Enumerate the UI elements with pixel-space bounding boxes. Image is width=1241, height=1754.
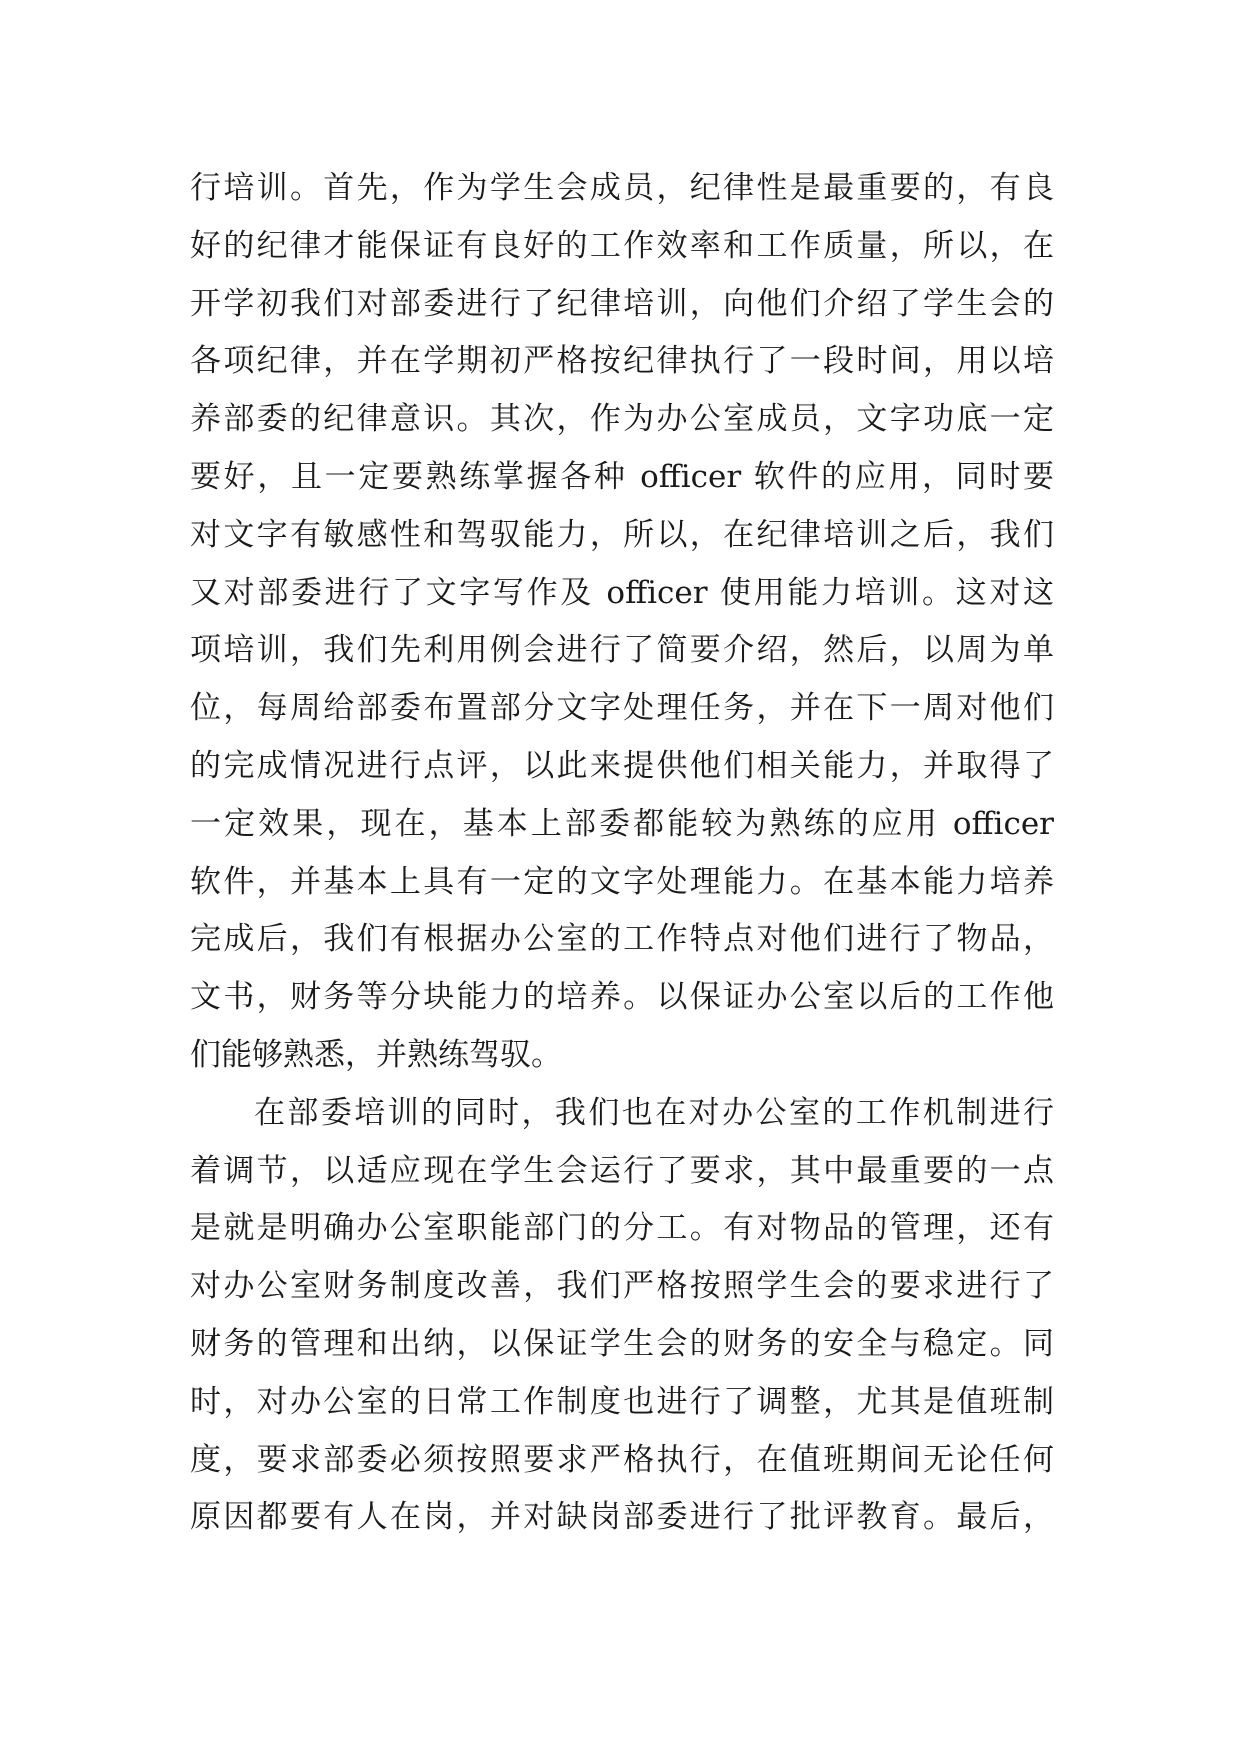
text-line: 位，每周给部委布置部分文字处理任务，并在下一周对他们 bbox=[190, 690, 1054, 727]
text-line: 各项纪律，并在学期初严格按纪律执行了一段时间，用以培 bbox=[190, 343, 1054, 380]
paragraph-2 bbox=[190, 1085, 1054, 1547]
document-page bbox=[190, 160, 1054, 1547]
text-line: 文书，财务等分块能力的培养。以保证办公室以后的工作他 bbox=[190, 979, 1054, 1016]
text-line: 好的纪律才能保证有良好的工作效率和工作质量，所以，在 bbox=[190, 227, 1054, 264]
text-line: 一定效果，现在，基本上部委都能较为熟练的应用 officer bbox=[190, 805, 1054, 842]
text-line: 的完成情况进行点评，以此来提供他们相关能力，并取得了 bbox=[190, 747, 1054, 784]
text-line: 是就是明确办公室职能部门的分工。有对物品的管理，还有 bbox=[190, 1210, 1054, 1247]
text-line: 软件，并基本上具有一定的文字处理能力。在基本能力培养 bbox=[190, 863, 1054, 900]
text-line: 完成后，我们有根据办公室的工作特点对他们进行了物品， bbox=[190, 921, 1054, 958]
text-line: 财务的管理和出纳，以保证学生会的财务的安全与稳定。同 bbox=[190, 1325, 1054, 1362]
text-line: 对办公室财务制度改善，我们严格按照学生会的要求进行了 bbox=[190, 1268, 1054, 1305]
paragraph-1 bbox=[190, 160, 1054, 1085]
text-line: 度，要求部委必须按照要求严格执行，在值班期间无论任何 bbox=[190, 1441, 1054, 1478]
text-line: 时，对办公室的日常工作制度也进行了调整，尤其是值班制 bbox=[190, 1383, 1054, 1420]
text-line: 在部委培训的同时，我们也在对办公室的工作机制进行 bbox=[254, 1094, 1054, 1131]
text-line: 对文字有敏感性和驾驭能力，所以，在纪律培训之后，我们 bbox=[190, 516, 1054, 553]
text-line: 们能够熟悉，并熟练驾驭。 bbox=[190, 1036, 562, 1073]
text-line: 又对部委进行了文字写作及 officer 使用能力培训。这对这 bbox=[190, 574, 1054, 611]
text-line: 开学初我们对部委进行了纪律培训，向他们介绍了学生会的 bbox=[190, 285, 1054, 322]
text-line: 着调节，以适应现在学生会运行了要求，其中最重要的一点 bbox=[190, 1152, 1054, 1189]
text-line: 行培训。首先，作为学生会成员，纪律性是最重要的，有良 bbox=[190, 170, 1054, 206]
text-line: 原因都要有人在岗，并对缺岗部委进行了批评教育。最后， bbox=[190, 1499, 1054, 1536]
text-line: 项培训，我们先利用例会进行了简要介绍，然后，以周为单 bbox=[190, 632, 1054, 669]
text-line: 要好，且一定要熟练掌握各种 officer 软件的应用，同时要 bbox=[190, 458, 1054, 495]
text-line: 养部委的纪律意识。其次，作为办公室成员，文字功底一定 bbox=[190, 401, 1054, 438]
